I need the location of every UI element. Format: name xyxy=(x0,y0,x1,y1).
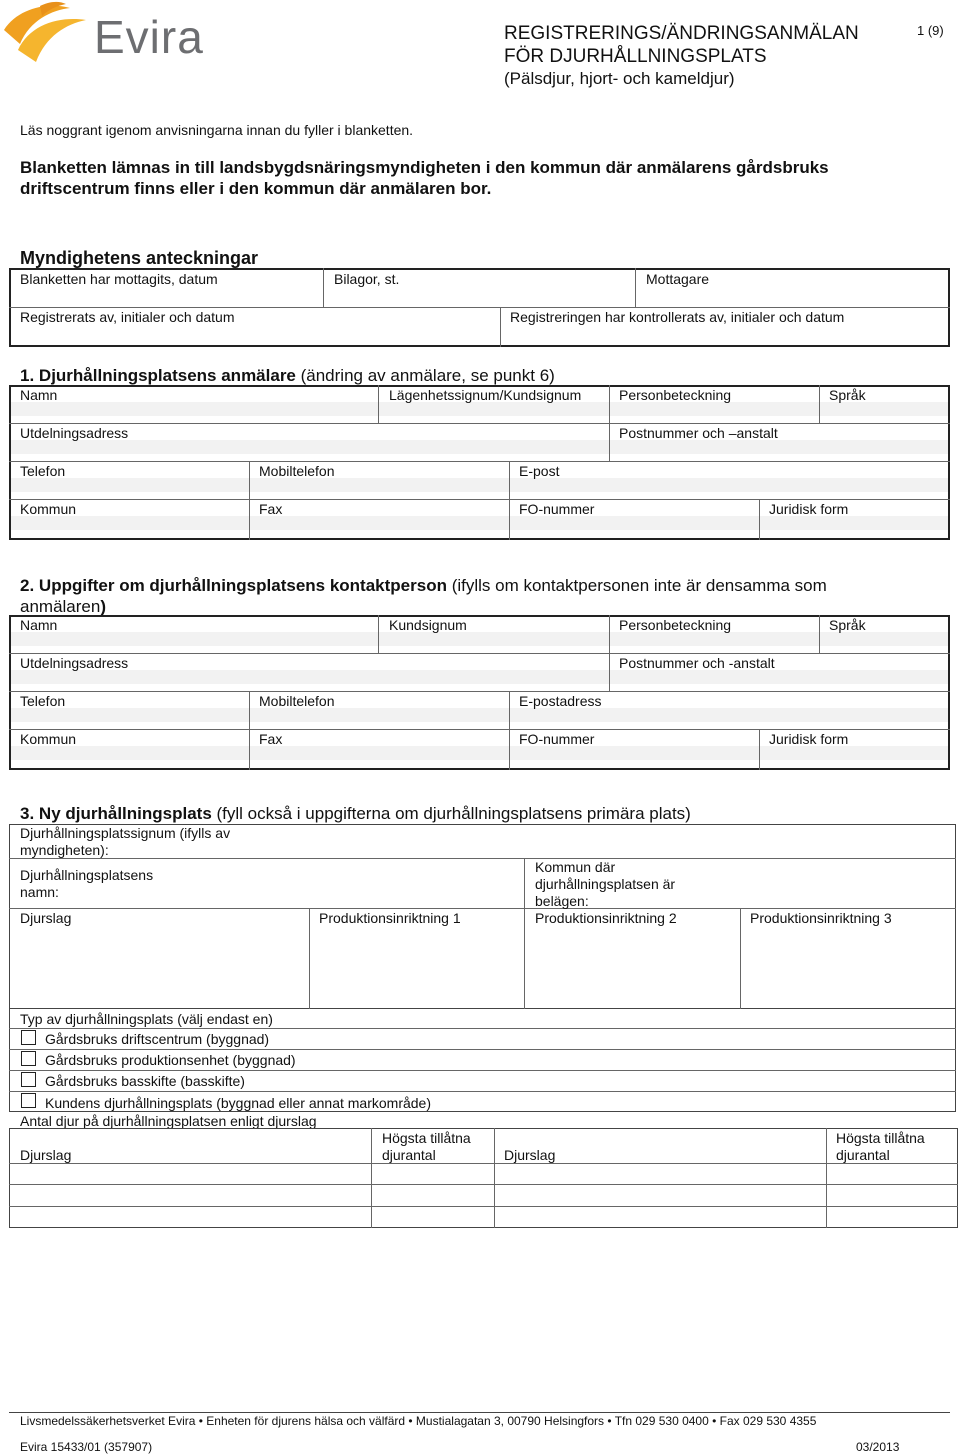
production-2-field[interactable]: Produktionsinriktning 2 xyxy=(535,910,677,926)
s2-mobile-field[interactable]: Mobiltelefon xyxy=(259,693,335,709)
s1-personal-id-field[interactable]: Personbeteckning xyxy=(619,387,732,403)
animals-max-b-header: Högsta tillåtna djurantal xyxy=(836,1130,925,1163)
authority-notes-title: Myndighetens anteckningar xyxy=(20,248,259,268)
site-id-field[interactable]: Djurhållningsplatssignum (ifylls av myndigheten): xyxy=(20,825,231,858)
production-1-field[interactable]: Produktionsinriktning 1 xyxy=(319,910,461,926)
footer-address: Livsmedelssäkerhetsverket Evira • Enheten för djurens hälsa och välfärd • Mustialagatan 3, 00790 Helsingfors • Tfn 029 530 0400 • Fax 029 530 4355 xyxy=(20,1414,817,1428)
section-2-title: 2. Uppgifter om djurhållningsplatsens kontaktperson (ifylls om kontaktpersonen inte är densamma som anmälaren) xyxy=(20,576,827,616)
s2-fax-field[interactable]: Fax xyxy=(259,731,283,747)
animals-species-b-header: Djurslag xyxy=(504,1147,556,1163)
option-production-unit-checkbox[interactable] xyxy=(21,1051,36,1066)
evira-logo xyxy=(0,0,220,72)
animals-species-a-header: Djurslag xyxy=(20,1147,72,1163)
s2-phone-field[interactable]: Telefon xyxy=(20,693,66,709)
option-production-unit-label: Gårdsbruks produktionsenhet (byggnad) xyxy=(45,1052,296,1068)
page-number: 1 (9) xyxy=(917,23,944,38)
footer-date: 03/2013 xyxy=(856,1440,900,1454)
s2-address-field[interactable]: Utdelningsadress xyxy=(20,655,129,671)
logo-text: Evira xyxy=(94,11,204,63)
site-type-title: Typ av djurhållningsplats (välj endast en) xyxy=(20,1011,273,1027)
option-customer-site-label: Kundens djurhållningsplats (byggnad eller annat markområde) xyxy=(45,1095,432,1111)
s1-mobile-field[interactable]: Mobiltelefon xyxy=(259,463,335,479)
section-1-title: 1. Djurhållningsplatsens anmälare (ändring av anmälare, se punkt 6) xyxy=(20,366,555,385)
s1-name-field[interactable]: Namn xyxy=(20,387,58,403)
read-instructions-note: Läs noggrant igenom anvisningarna innan du fyller i blanketten. xyxy=(20,122,414,138)
s2-customer-id-field[interactable]: Kundsignum xyxy=(389,617,467,633)
s1-postal-field[interactable]: Postnummer och –anstalt xyxy=(619,425,778,441)
checked-by-field[interactable]: Registreringen har kontrollerats av, initialer och datum xyxy=(510,309,845,325)
s1-email-field[interactable]: E-post xyxy=(519,463,560,479)
s1-farm-id-field[interactable]: Lägenhetssignum/Kundsignum xyxy=(389,387,582,403)
s2-language-field[interactable]: Språk xyxy=(829,617,866,633)
s1-language-field[interactable]: Språk xyxy=(829,387,866,403)
s2-personal-id-field[interactable]: Personbeteckning xyxy=(619,617,732,633)
option-base-parcel-label: Gårdsbruks basskifte (basskifte) xyxy=(45,1073,245,1089)
option-farm-centre-checkbox[interactable] xyxy=(21,1030,36,1045)
submit-info-line2: driftscentrum finns eller i den kommun där anmälaren bor. xyxy=(20,179,492,198)
site-name-field[interactable]: Djurhållningsplatsens namn: xyxy=(20,867,154,900)
section-3-title: 3. Ny djurhållningsplats (fyll också i uppgifterna om djurhållningsplatsens primära plats) xyxy=(20,804,691,823)
recipient-field[interactable]: Mottagare xyxy=(646,271,710,287)
s1-municipality-field[interactable]: Kommun xyxy=(20,501,77,517)
form-subtitle: (Pälsdjur, hjort- och kameldjur) xyxy=(504,69,735,88)
logo-leaf-icon xyxy=(0,0,95,72)
s2-postal-field[interactable]: Postnummer och -anstalt xyxy=(619,655,775,671)
s2-municipality-field[interactable]: Kommun xyxy=(20,731,77,747)
footer-divider xyxy=(9,1412,950,1413)
s2-legal-form-field[interactable]: Juridisk form xyxy=(769,731,849,747)
option-farm-centre-label: Gårdsbruks driftscentrum (byggnad) xyxy=(45,1031,270,1047)
footer-form-id: Evira 15433/01 (357907) xyxy=(20,1440,153,1454)
s2-email-field[interactable]: E-postadress xyxy=(519,693,602,709)
s1-fax-field[interactable]: Fax xyxy=(259,501,283,517)
option-base-parcel-checkbox[interactable] xyxy=(21,1072,36,1087)
s1-address-field[interactable]: Utdelningsadress xyxy=(20,425,129,441)
attachments-field[interactable]: Bilagor, st. xyxy=(334,271,400,287)
species-field[interactable]: Djurslag xyxy=(20,910,72,926)
site-municipality-field[interactable]: Kommun där djurhållningsplatsen är belägen: xyxy=(535,859,676,909)
s2-business-id-field[interactable]: FO-nummer xyxy=(519,731,595,747)
s1-business-id-field[interactable]: FO-nummer xyxy=(519,501,595,517)
s2-name-field[interactable]: Namn xyxy=(20,617,58,633)
received-date-field[interactable]: Blanketten har mottagits, datum xyxy=(20,271,218,287)
submit-info-line1: Blanketten lämnas in till landsbygdsnäringsmyndigheten i den kommun där anmälarens gårdsbruks xyxy=(20,158,829,177)
s1-phone-field[interactable]: Telefon xyxy=(20,463,66,479)
registered-by-field[interactable]: Registrerats av, initialer och datum xyxy=(20,309,235,325)
s1-legal-form-field[interactable]: Juridisk form xyxy=(769,501,849,517)
option-customer-site-checkbox[interactable] xyxy=(21,1093,36,1108)
form-title-line2: FÖR DJURHÅLLNINGSPLATS xyxy=(504,46,767,67)
form-title-line1: REGISTRERINGS/ÄNDRINGSANMÄLAN xyxy=(504,23,859,44)
animals-max-a-header: Högsta tillåtna djurantal xyxy=(382,1130,471,1163)
animals-title: Antal djur på djurhållningsplatsen enligt djurslag xyxy=(20,1113,317,1129)
production-3-field[interactable]: Produktionsinriktning 3 xyxy=(750,910,892,926)
